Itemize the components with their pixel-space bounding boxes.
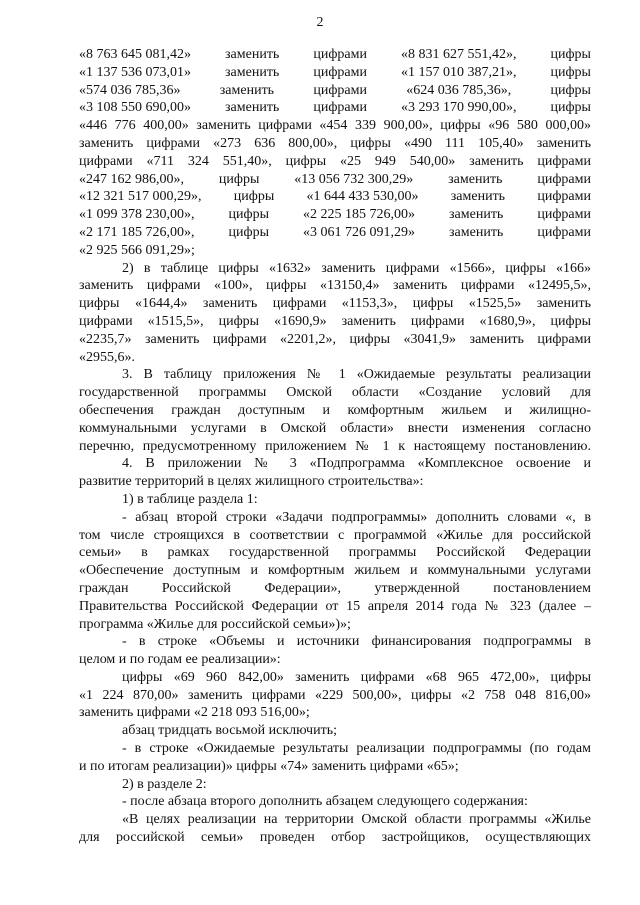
text-line: 4. В приложении № 3 «Подпрограмма «Комплексное освоение и bbox=[122, 456, 591, 472]
text-segment: заменить bbox=[219, 82, 275, 98]
text-segment: «1 099 378 230,00», bbox=[79, 207, 195, 223]
text-segment: цифрами bbox=[537, 189, 591, 205]
text-segment: «8 831 627 551,42», bbox=[400, 47, 517, 62]
text-line bbox=[79, 46, 591, 64]
text-line bbox=[79, 224, 591, 242]
document-body bbox=[79, 46, 591, 847]
text-segment: Российской bbox=[161, 580, 231, 596]
text-line: заменить цифрами «100», цифры «13150,4» заменить цифрами «12495,5», bbox=[79, 278, 591, 294]
text-line: целом и по годам ее реализации»: bbox=[79, 652, 281, 668]
text-segment: «2 171 185 726,00», bbox=[79, 224, 195, 240]
text-line: обеспечения граждан доступным и комфортным жильем и жилищно- bbox=[79, 402, 591, 418]
text-line: развитие территорий в целях жилищного строительства»: bbox=[79, 474, 424, 490]
text-line: «Обеспечение доступным и комфортным жильем и коммунальными услугами bbox=[79, 563, 591, 579]
text-line bbox=[79, 64, 591, 82]
text-line: 2) в таблице цифры «1632» заменить цифрами «1566», цифры «166» bbox=[122, 260, 591, 276]
text-segment: утвержденной bbox=[374, 580, 460, 596]
text-segment: заменить bbox=[225, 100, 280, 116]
text-segment: заменить bbox=[225, 64, 280, 80]
text-segment: «1 644 433 530,00» bbox=[306, 189, 419, 205]
text-segment: «574 036 785,36» bbox=[79, 82, 181, 98]
text-segment: цифрами bbox=[537, 207, 591, 223]
text-segment: «1 137 536 073,01» bbox=[79, 64, 191, 80]
page-number: 2 bbox=[316, 15, 324, 30]
text-line: «1 224 870,00» заменить цифрами «229 500,00», цифры «2 758 048 816,00» bbox=[79, 687, 591, 703]
text-line bbox=[79, 171, 591, 189]
text-line: «2 925 566 091,29»; bbox=[79, 242, 195, 258]
text-segment: цифры bbox=[550, 47, 591, 62]
text-segment: цифрами bbox=[313, 47, 367, 62]
text-segment: граждан bbox=[79, 580, 129, 596]
text-line: «2955,6». bbox=[79, 349, 135, 365]
text-line: - в строке «Ожидаемые результаты реализации подпрограммы (по годам bbox=[122, 741, 591, 757]
text-segment: «12 321 517 000,29», bbox=[79, 189, 202, 205]
text-line: программа «Жилье для российской семьи»)»; bbox=[79, 616, 351, 632]
text-line: том числе строящихся в соответствии с программой «Жилье для российской bbox=[79, 527, 591, 543]
text-line bbox=[79, 188, 591, 206]
text-segment: «2 225 185 726,00» bbox=[303, 207, 415, 223]
text-segment: «247 162 986,00», bbox=[79, 171, 184, 187]
text-segment: «624 036 785,36», bbox=[406, 82, 512, 98]
text-line: цифрами «711 324 551,40», цифры «25 949 540,00» заменить цифрами bbox=[79, 153, 591, 169]
text-line: семьи» в рамках государственной программы Российской Федерации bbox=[79, 545, 591, 561]
text-segment: цифры bbox=[218, 171, 260, 187]
text-segment: заменить bbox=[450, 189, 506, 205]
text-segment: «1 157 010 387,21», bbox=[400, 64, 517, 80]
text-line: заменить цифрами «2 218 093 516,00»; bbox=[79, 705, 310, 721]
text-segment: «3 061 726 091,29» bbox=[303, 224, 415, 240]
text-segment: заменить bbox=[449, 224, 504, 240]
text-segment: заменить bbox=[449, 207, 504, 223]
text-segment: цифрами bbox=[313, 100, 367, 116]
text-segment: заменить bbox=[225, 47, 280, 62]
text-line bbox=[79, 82, 591, 100]
text-line: цифрами «1515,5», цифры «1690,9» заменить цифрами «1680,9», цифры bbox=[79, 313, 591, 329]
text-line: 3. В таблицу приложения № 1 «Ожидаемые результаты реализации bbox=[122, 367, 591, 383]
text-line: цифры «69 960 842,00» заменить цифрами «68 965 472,00», цифры bbox=[122, 669, 591, 685]
text-line bbox=[79, 580, 591, 598]
text-line: «В целях реализации на территории Омской области программы «Жилье bbox=[122, 812, 591, 828]
text-segment: «3 108 550 690,00» bbox=[79, 100, 191, 116]
text-line: 1) в таблице раздела 1: bbox=[122, 491, 258, 507]
text-segment: цифрами bbox=[537, 224, 591, 240]
text-segment: цифрами bbox=[537, 171, 591, 187]
text-line: - после абзаца второго дополнить абзацем следующего содержания: bbox=[122, 794, 528, 810]
text-line: заменить цифрами «273 636 800,00», цифры «490 111 105,40» заменить bbox=[79, 135, 591, 151]
text-segment: Федерации», bbox=[264, 580, 341, 596]
text-line: государственной программы Омской области «Создание условий для bbox=[79, 385, 591, 401]
text-line: для российской семьи» проведен отбор застройщиков, осуществляющих bbox=[79, 830, 591, 846]
text-line: коммунальными услугами в Омской области» внести изменения согласно bbox=[79, 420, 591, 436]
text-line: - в строке «Объемы и источники финансирования подпрограммы в bbox=[122, 634, 591, 650]
text-segment: постановлением bbox=[493, 580, 591, 596]
text-line: и по итогам реализации)» цифры «74» заменить цифрами «65»; bbox=[79, 758, 459, 774]
text-segment: цифры bbox=[233, 189, 275, 205]
text-line: абзац тридцать восьмой исключить; bbox=[122, 723, 337, 739]
text-line: «2235,7» заменить цифрами «2201,2», цифры «3041,9» заменить цифрами bbox=[79, 331, 591, 347]
text-segment: заменить bbox=[448, 171, 503, 187]
text-line bbox=[79, 206, 591, 224]
text-segment: цифрами bbox=[313, 82, 367, 98]
text-line bbox=[79, 99, 591, 117]
text-segment: «8 763 645 081,42» bbox=[79, 47, 191, 62]
text-line: цифры «1644,4» заменить цифрами «1153,3», цифры «1525,5» заменить bbox=[79, 296, 591, 312]
text-line: перечню, предусмотренному приложением № 1 к настоящему постановлению. bbox=[79, 438, 591, 454]
text-segment: «13 056 732 300,29» bbox=[294, 171, 414, 187]
text-segment: цифры bbox=[550, 64, 591, 80]
text-segment: цифры bbox=[228, 224, 269, 240]
text-segment: цифры bbox=[228, 207, 269, 223]
text-line: Правительства Российской Федерации от 15 апреля 2014 года № 323 (далее – bbox=[79, 598, 591, 614]
text-segment: цифрами bbox=[313, 64, 367, 80]
text-segment: цифры bbox=[550, 82, 591, 98]
text-line: «446 776 400,00» заменить цифрами «454 339 900,00», цифры «96 580 000,00» bbox=[79, 118, 591, 134]
text-line: 2) в разделе 2: bbox=[122, 776, 207, 792]
text-line: - абзац второй строки «Задачи подпрограммы» дополнить словами «, в bbox=[122, 509, 591, 525]
text-segment: цифры bbox=[550, 100, 591, 116]
text-segment: «3 293 170 990,00», bbox=[400, 100, 517, 116]
